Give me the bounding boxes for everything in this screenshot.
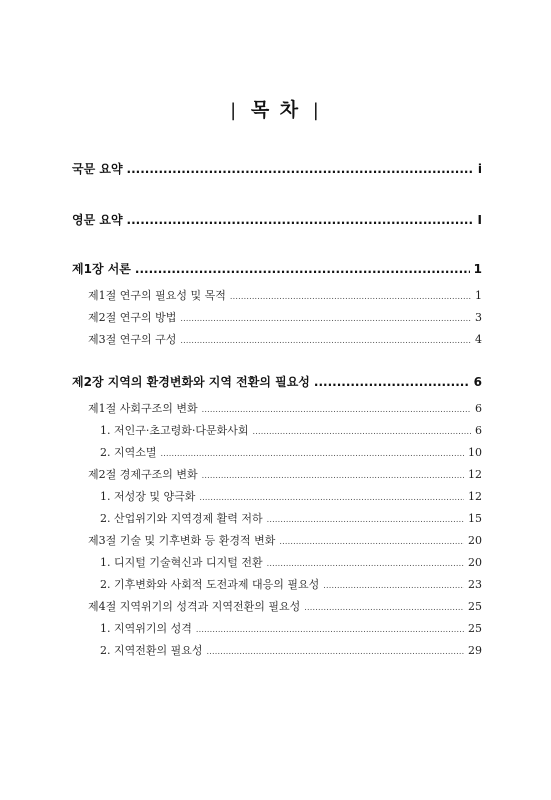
toc-entry-page: 6 (475, 402, 482, 415)
title-bar-left: | (230, 100, 239, 121)
toc-leader-dots (267, 515, 464, 524)
toc-entry-subsection[interactable] (100, 554, 482, 570)
toc-entry-page: 1 (473, 262, 482, 276)
toc-entry-label: 제3절 연구의 구성 (88, 333, 177, 346)
toc-entry-subsection[interactable] (100, 444, 482, 460)
toc-leader-dots (323, 581, 464, 590)
toc-entry-section[interactable] (88, 331, 482, 347)
toc-entry-korean-summary[interactable] (72, 160, 482, 177)
toc-entry-label: 제1절 연구의 필요성 및 목적 (88, 289, 226, 302)
toc-entry-label: 2. 지역전환의 필요성 (100, 644, 203, 657)
toc-leader-dots (180, 314, 471, 323)
toc-entry-label: 제1절 사회구조의 변화 (88, 402, 198, 415)
toc-entry-section[interactable] (88, 532, 482, 548)
toc-entry-subsection[interactable] (100, 642, 482, 658)
title-bar-right: | (312, 100, 321, 121)
toc-entry-label: 1. 지역위기의 성격 (100, 622, 192, 635)
toc-entry-subsection[interactable] (100, 488, 482, 504)
toc-entry-page: 20 (468, 556, 482, 569)
toc-entry-page: 12 (468, 490, 482, 503)
toc-leader-dots (180, 336, 471, 345)
toc-entry-label: 제2절 경제구조의 변화 (88, 468, 198, 481)
toc-entry-page: 6 (473, 375, 482, 389)
toc-leader-dots (202, 471, 464, 480)
toc-leader-dots (279, 537, 464, 546)
toc-leader-dots (196, 625, 464, 634)
toc-entry-section[interactable] (88, 598, 482, 614)
toc-entry-page: 10 (468, 446, 482, 459)
toc-entry-section[interactable] (88, 466, 482, 482)
toc-leader-dots (127, 213, 474, 227)
toc-entry-page: 12 (468, 468, 482, 481)
toc-entry-section[interactable] (88, 309, 482, 325)
toc-entry-label: 제2절 연구의 방법 (88, 311, 177, 324)
toc-entry-label: 1. 디지털 기술혁신과 디지털 전환 (100, 556, 263, 569)
toc-entry-english-summary[interactable] (72, 211, 482, 228)
toc-entry-page: 20 (468, 534, 482, 547)
toc-entry-label: 영문 요약 (72, 213, 123, 227)
toc-entry-label: 제2장 지역의 환경변화와 지역 전환의 필요성 (72, 375, 310, 389)
toc-entry-chapter-1[interactable] (72, 260, 482, 277)
toc-leader-dots (230, 292, 471, 301)
toc-entry-page: 4 (475, 333, 482, 346)
toc-leader-dots (199, 493, 464, 502)
toc-entry-page: 23 (468, 578, 482, 591)
toc-entry-page: 15 (468, 512, 482, 525)
toc-entry-chapter-2[interactable] (72, 373, 482, 390)
toc-entry-page: 25 (468, 622, 482, 635)
toc-entry-subsection[interactable] (100, 510, 482, 526)
toc-entry-page: 25 (468, 600, 482, 613)
toc-leader-dots (314, 375, 470, 389)
toc-entry-section[interactable] (88, 400, 482, 416)
toc-entry-section[interactable] (88, 287, 482, 303)
toc-entry-page: I (477, 213, 482, 227)
toc-entry-subsection[interactable] (100, 576, 482, 592)
toc-entry-page: 6 (475, 424, 482, 437)
toc-entry-label: 제4절 지역위기의 성격과 지역전환의 필요성 (88, 600, 301, 613)
toc-title-text: 목 차 (250, 99, 301, 121)
toc-leader-dots (253, 427, 472, 436)
toc-leader-dots (135, 262, 470, 276)
toc-title (0, 95, 551, 122)
toc-leader-dots (207, 647, 465, 656)
toc-entry-label: 1. 저성장 및 양극화 (100, 490, 196, 503)
toc-leader-dots (267, 559, 464, 568)
toc-entry-label: 1. 저인구·초고령화·다문화사회 (100, 424, 249, 437)
toc-entry-label: 2. 지역소멸 (100, 446, 157, 459)
toc-entry-label: 2. 기후변화와 사회적 도전과제 대응의 필요성 (100, 578, 320, 591)
toc-leader-dots (161, 449, 465, 458)
toc-entry-label: 국문 요약 (72, 162, 123, 176)
toc-entry-label: 제1장 서론 (72, 262, 131, 276)
toc-entry-page: 29 (468, 644, 482, 657)
toc-entry-subsection[interactable] (100, 422, 482, 438)
toc-entry-page: 3 (475, 311, 482, 324)
toc-entry-page: i (477, 162, 482, 176)
toc-entry-page: 1 (475, 289, 482, 302)
toc-entry-label: 제3절 기술 및 기후변화 등 환경적 변화 (88, 534, 276, 547)
toc-leader-dots (202, 405, 471, 414)
toc-entry-subsection[interactable] (100, 620, 482, 636)
toc-leader-dots (304, 603, 464, 612)
toc-leader-dots (127, 162, 474, 176)
toc-entry-label: 2. 산업위기와 지역경제 활력 저하 (100, 512, 263, 525)
